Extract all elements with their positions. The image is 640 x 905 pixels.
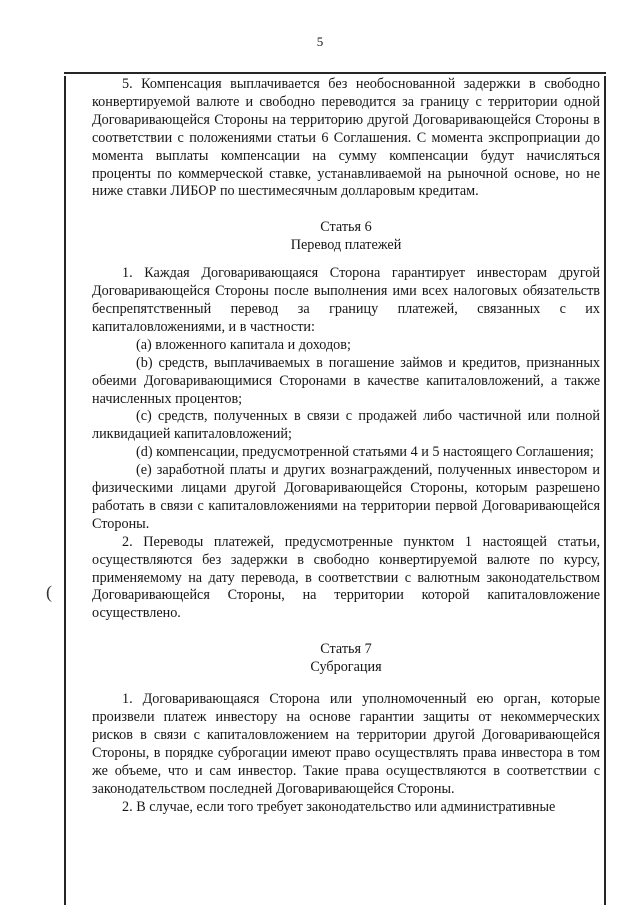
article-6-paragraph-2: 2. Переводы платежей, предусмотренные пунктом 1 настоящей статьи, осуществляются без задержки в свободно конвертируемой валюте по курсу, применяемому на дату перевода, в соответствии с валютным законодательством Договаривающейся Стороны, на территории которой капиталовложение осуществлено. [92,533,600,622]
article-7-paragraph-2: 2. В случае, если того требует законодательство или административные [122,798,556,815]
article-7-paragraph-1: 1. Договаривающаяся Сторона или уполномоченный ею орган, которые произвели платеж инвестору на основе гарантии защиты от некоммерческих рисков в связи с капиталовложением на территории другой Договаривающейся Стороны, в порядке суброгации имеют право осуществлять права инвестора в том же объеме, что и сам инвестор. Такие права осуществляются в соответствии с законодательством последней Договаривающейся Стороны. [92,691,600,797]
paragraph-5-compensation: 5. Компенсация выплачивается без необоснованной задержки в свободно конвертируемой валюте и свободно переводится за границу с территории одной Договаривающейся Стороны на территорию другой Договаривающейся Стороны в соответствии с положениями статьи 6 Соглашения. С момента экспроприации до момента выплаты компенсации на сумму компенсации будут начисляться проценты по коммерческой ставке, устанавливаемой на рыночной основе, но не ниже ставки ЛИБОР по шестимесячным долларовым кредитам. [92,76,600,200]
article-6-item-b: (b) средств, выплачиваемых в погашение займов и кредитов, признанных обеими Договаривающимися Сторонами в качестве капиталовложений, а также начисленных процентов; [92,354,600,407]
article-6-title: Перевод платежей [290,237,402,254]
article-7-number: Статья 7 [320,641,372,658]
article-6-item-e: (е) заработной платы и других вознаграждений, полученных инвестором и физическими лицами другой Договаривающейся Стороны, которым разрешено работать в связи с капиталовложениями на территории первой Договаривающейся Стороны. [92,462,600,532]
right-margin-line [604,76,606,905]
article-6-item-d: (d) компенсации, предусмотренной статьями 4 и 5 настоящего Соглашения; [136,444,594,461]
article-6-number: Статья 6 [320,219,372,236]
article-6-item-c: (с) средств, полученных в связи с продажей либо частичной или полной ликвидацией капиталовложений; [92,408,600,443]
page-number: 5 [316,34,324,49]
left-margin-line [64,76,66,905]
article-6-item-a: (а) вложенного капитала и доходов; [136,336,351,353]
article-6-paragraph-1: 1. Каждая Договаривающаяся Сторона гарантирует инвесторам другой Договаривающейся Стороны после выполнения ими всех налоговых обязательств беспрепятственный перевод за границу платежей, связанных с их капиталовложениями, и в частности: [92,265,600,335]
top-border-line [64,72,606,74]
article-7-title: Суброгация [310,659,382,676]
margin-bracket-mark: ( [46,582,52,602]
document-body [92,76,600,816]
